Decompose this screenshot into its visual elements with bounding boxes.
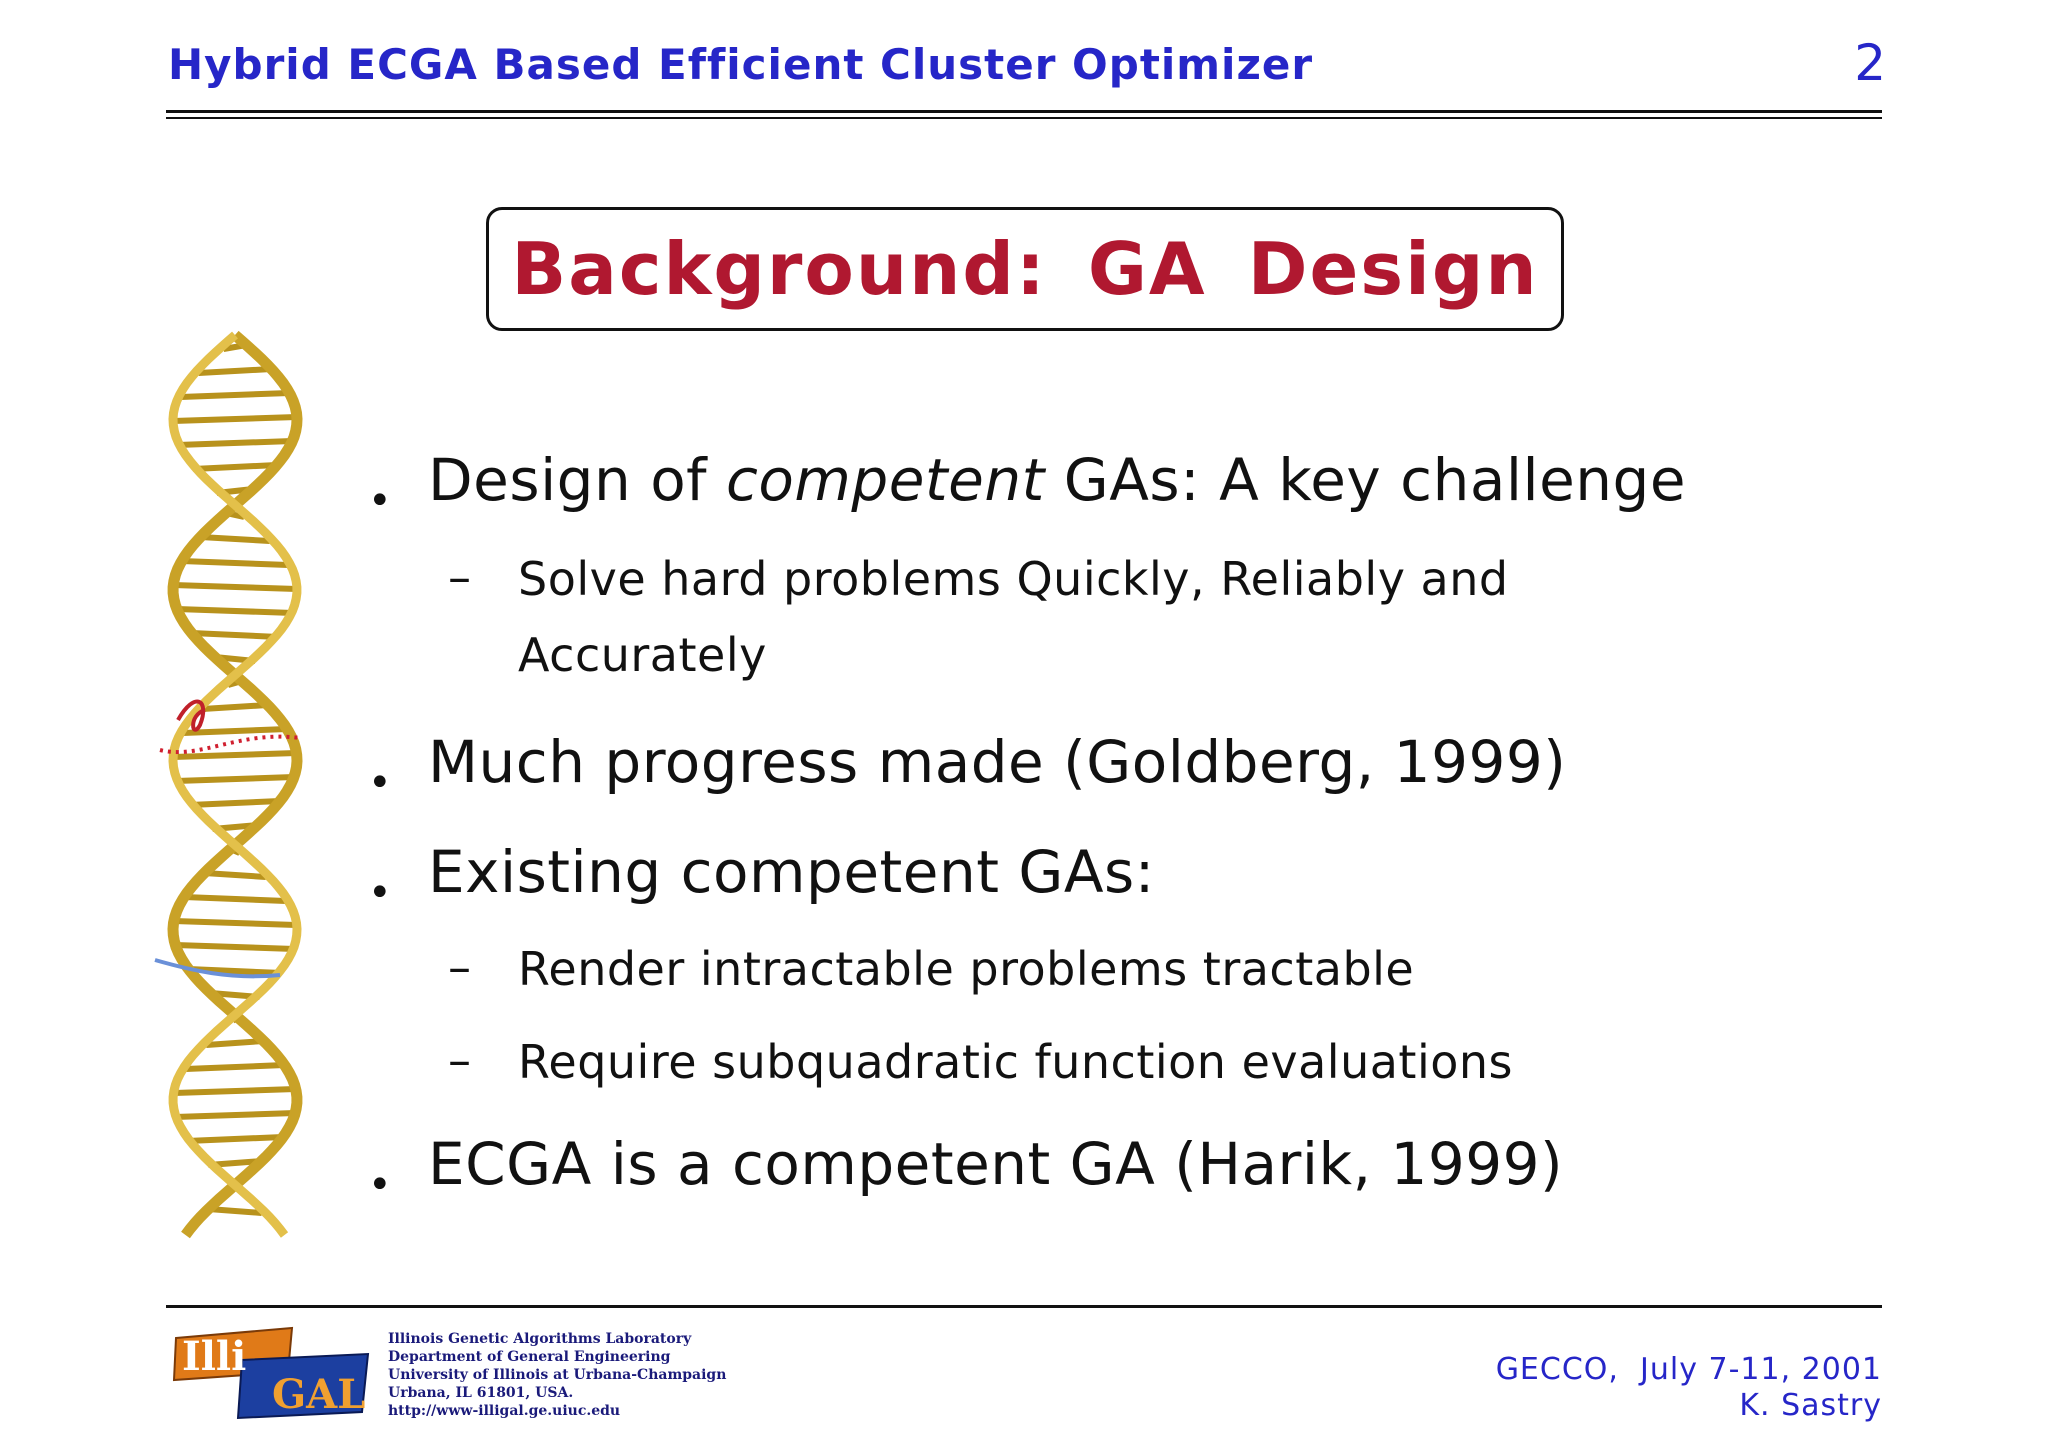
conference-info <box>1496 1352 1882 1424</box>
header-rule <box>166 110 1882 113</box>
illigal-logo-icon <box>172 1320 372 1420</box>
dna-rung <box>177 609 293 613</box>
lab-line: University of Illinois at Urbana-Champaign <box>388 1367 727 1383</box>
bullet-marker: • <box>368 760 392 806</box>
header-title: Hybrid ECGA Based Efficient Cluster Optimizer <box>168 40 1314 89</box>
bullet-1-text-b: GAs: A key challenge <box>1044 446 1687 514</box>
logo-text-gal: GAL <box>272 1371 366 1418</box>
dna-rung <box>206 1041 263 1045</box>
dna-rung <box>174 1089 295 1093</box>
dna-rung <box>186 1065 285 1069</box>
dna-rung <box>193 465 277 469</box>
bullet-1 <box>428 446 1686 514</box>
bullet-marker: • <box>368 1162 392 1208</box>
bullet-1-sub-1-line-2: Accurately <box>518 628 767 682</box>
lab-line: http://www-illigal.ge.uiuc.edu <box>388 1403 621 1419</box>
logo-text-illi: Illi <box>182 1333 247 1380</box>
slide-title: Background: GA Design <box>511 227 1539 311</box>
dna-rung <box>182 561 289 565</box>
dna-rung <box>181 393 290 397</box>
dna-helix-icon <box>150 320 320 1250</box>
dash-marker: – <box>448 940 471 994</box>
dna-rung <box>173 585 296 589</box>
footer-rule <box>166 1305 1882 1308</box>
bullet-4: ECGA is a competent GA (Harik, 1999) <box>428 1130 1564 1198</box>
lab-info <box>388 1330 726 1420</box>
lab-line: Urbana, IL 61801, USA. <box>388 1385 574 1401</box>
bullet-1-sub-1-line-1: Solve hard problems Quickly, Reliably and <box>518 552 1509 606</box>
bullet-3-sub-2: Require subquadratic function evaluations <box>518 1035 1513 1089</box>
dna-rung <box>175 945 294 949</box>
page-number: 2 <box>1854 34 1886 92</box>
dash-marker: – <box>448 1033 471 1087</box>
dna-rung <box>200 537 269 541</box>
bullet-marker: • <box>368 478 392 524</box>
dna-rung <box>173 417 297 421</box>
dna-rung <box>178 441 293 445</box>
dna-rung <box>192 633 279 637</box>
dna-rung <box>202 705 267 709</box>
bullet-marker: • <box>368 870 392 916</box>
author-name: K. Sastry <box>1739 1388 1882 1423</box>
dna-rung <box>175 1113 295 1117</box>
dna-rung <box>174 921 296 925</box>
header-rule-secondary <box>166 117 1882 119</box>
dna-rung <box>184 897 286 901</box>
lab-line: Department of General Engineering <box>388 1349 671 1365</box>
dna-rung <box>199 369 272 373</box>
conference-name: GECCO, July 7-11, 2001 <box>1495 1352 1882 1387</box>
dna-rung <box>208 1209 261 1213</box>
dash-marker: – <box>448 550 471 604</box>
bullet-3: Existing competent GAs: <box>428 838 1155 906</box>
dna-rung <box>204 873 265 877</box>
bullet-3-sub-1: Render intractable problems tractable <box>518 942 1415 996</box>
bullet-1-text-a: Design of <box>428 446 727 514</box>
dna-rungs <box>173 345 297 1213</box>
dna-rung <box>174 753 297 757</box>
dna-rung <box>176 777 294 781</box>
dna-rung <box>190 801 280 805</box>
lab-line: Illinois Genetic Algorithms Laboratory <box>388 1331 692 1347</box>
slide-title-box <box>486 207 1564 331</box>
dna-rung <box>187 1137 283 1141</box>
bullet-2: Much progress made (Goldberg, 1999) <box>428 728 1567 796</box>
bullet-1-emphasis: competent <box>726 446 1045 514</box>
